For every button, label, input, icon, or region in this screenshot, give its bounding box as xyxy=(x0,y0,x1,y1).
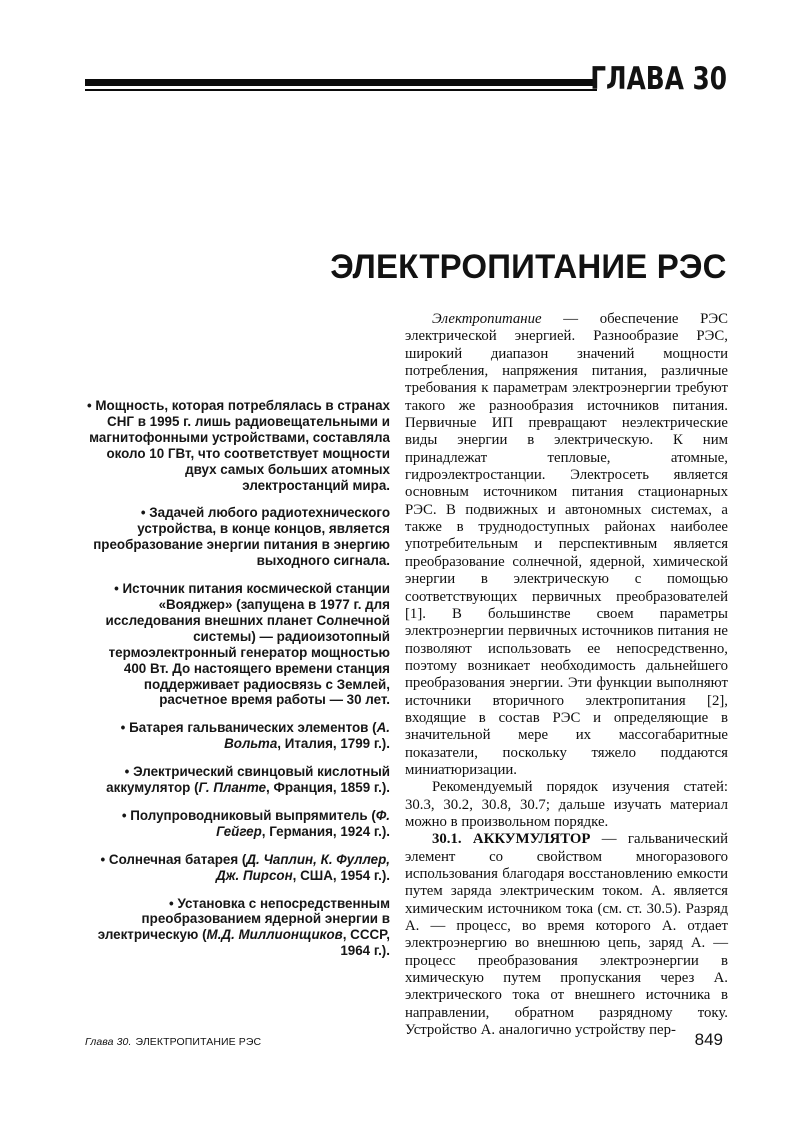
fact-text: , Германия, 1924 г.). xyxy=(261,823,390,839)
sidebar-fact xyxy=(85,720,390,752)
page-title: ЭЛЕКТРОПИТАНИЕ РЭС xyxy=(330,248,727,286)
running-title-chapter: Глава 30. xyxy=(85,1036,132,1048)
bullet-icon: • xyxy=(86,398,96,413)
sidebar-fact xyxy=(85,852,390,884)
fact-text: Солнечная батарея ( xyxy=(108,851,247,867)
sidebar-fact xyxy=(85,808,390,840)
chapter-label: ГЛАВА 30 xyxy=(590,61,727,97)
fact-text: Источник питания космической станции «Вояджер» (запущена в 1977 г. для исследования внешних планет Солнечной системы) — радиоизотопный термоэлектронный генератор мощностью 400 Вт. До настоящего времени станция поддерживает радиосвязь с Землей, расчетное время работы — 30 лет. xyxy=(105,581,390,708)
bullet-icon: • xyxy=(140,505,150,521)
running-title xyxy=(85,1036,261,1048)
paragraph-text: — обеспечение РЭС электрической энергией. Разнообразие РЭС, широкий диапазон значений мощности потребления, напряжения питания, различные требования к параметрам электроэнергии требуют такого же разнообразия источников питания. Первичные ИП превращают неэлектрические виды энергии в электрическую. К ним принадлежат тепловые, атомные, гидроэлектростанции. Электросеть является основным источником питания стационарных РЭС. В подвижных и автономных системах, а также в труднодоступных районах наиболее употребительным и перспективным является преобразование солнечной, ядерной, химической энергии в электрическую с помощью соответствующих первичных преобразователей [1]. В большинстве своем параметры электроэнергии первичных источников питания не позволяют использовать ее непосредственно, поэтому возникает необходимость дальнейшего преобразования энергии. Эти функции выполняют источники вторичного электропитания [2], входящие в состав РЭС и определяющие в значительной мере их массогабаритные показатели, поскольку тяжело поддаются миниатюризации. xyxy=(405,311,728,778)
bullet-icon: • xyxy=(100,851,109,867)
fact-text: М.Д. Миллионщиков xyxy=(206,927,343,943)
fact-text: Д. Чаплин, К. Фуллер, Дж. Пирсон xyxy=(215,851,390,883)
fact-text: , Италия, 1799 г.). xyxy=(277,736,390,752)
sidebar-fact xyxy=(85,398,390,493)
paragraph-text: Рекомендуемый порядок изучения статей: 30.3, 30.2, 30.8, 30.7; дальше изучать материал можно в произвольном порядке. xyxy=(405,779,728,830)
paragraph-text: Электропитание xyxy=(432,311,542,327)
bullet-icon: • xyxy=(114,581,123,597)
body-paragraph xyxy=(405,311,728,779)
body-paragraph xyxy=(405,831,728,1039)
body-paragraph xyxy=(405,779,728,831)
fact-text: Батарея гальванических элементов ( xyxy=(129,720,377,736)
sidebar-fact xyxy=(85,764,390,796)
sidebar-facts xyxy=(85,398,390,971)
fact-text: , Франция, 1859 г.). xyxy=(266,780,390,796)
running-title-text: ЭЛЕКТРОПИТАНИЕ РЭС xyxy=(135,1036,262,1048)
fact-text: Установка с непосредственным преобразованием ядерной энергии в электрическую ( xyxy=(97,895,390,943)
main-column xyxy=(405,311,728,1039)
fact-text: , СССР, 1964 г.). xyxy=(340,927,390,959)
sidebar-fact xyxy=(85,505,390,569)
bullet-icon: • xyxy=(120,720,130,736)
fact-text: А. Вольта xyxy=(224,720,390,752)
fact-text: Мощность, которая потреблялась в странах СНГ в 1995 г. лишь радиовещательными и магнитофонными устройствами, составляла около 10 ГВт, что соответствует мощности двух самых больших атомных электростанций мира. xyxy=(89,398,390,493)
page-number: 849 xyxy=(694,1030,723,1049)
bullet-icon: • xyxy=(169,895,178,911)
page-footer xyxy=(85,1030,723,1050)
chapter-header xyxy=(85,62,727,98)
fact-text: Задачей любого радиотехнического устройства, в конце концов, является преобразование энергии питания в энергию выходного сигнала. xyxy=(93,505,390,569)
fact-text: Полупроводниковый выпрямитель ( xyxy=(130,807,376,823)
bullet-icon: • xyxy=(121,807,131,823)
fact-text: Ф. Гейгер xyxy=(216,807,390,839)
header-rule xyxy=(85,79,597,91)
paragraph-text: — гальванический элемент со свойством многоразового использования благодаря восстановлению емкости путем заряда электрическим током. А. является химическим источником тока (см. ст. 30.5). Разряд А. — процесс, во время которого А. отдает электроэнергию во внешнюю цепь, заряд А. — процесс преобразования электроэнергии в химическую путем пропускания через А. электрического тока от внешнего источника в направлении, обратном разрядному току. Устройство А. аналогично устройству пер- xyxy=(405,831,728,1039)
sidebar-fact xyxy=(85,896,390,960)
paragraph-text: 30.1. АККУМУЛЯТОР xyxy=(432,831,591,848)
fact-text: , США, 1954 г.). xyxy=(292,867,390,883)
bullet-icon: • xyxy=(124,764,134,780)
sidebar-fact xyxy=(85,581,390,708)
fact-text: Электрический свинцовый кислотный аккумулятор ( xyxy=(106,764,390,796)
fact-text: Г. Планте xyxy=(198,780,267,796)
